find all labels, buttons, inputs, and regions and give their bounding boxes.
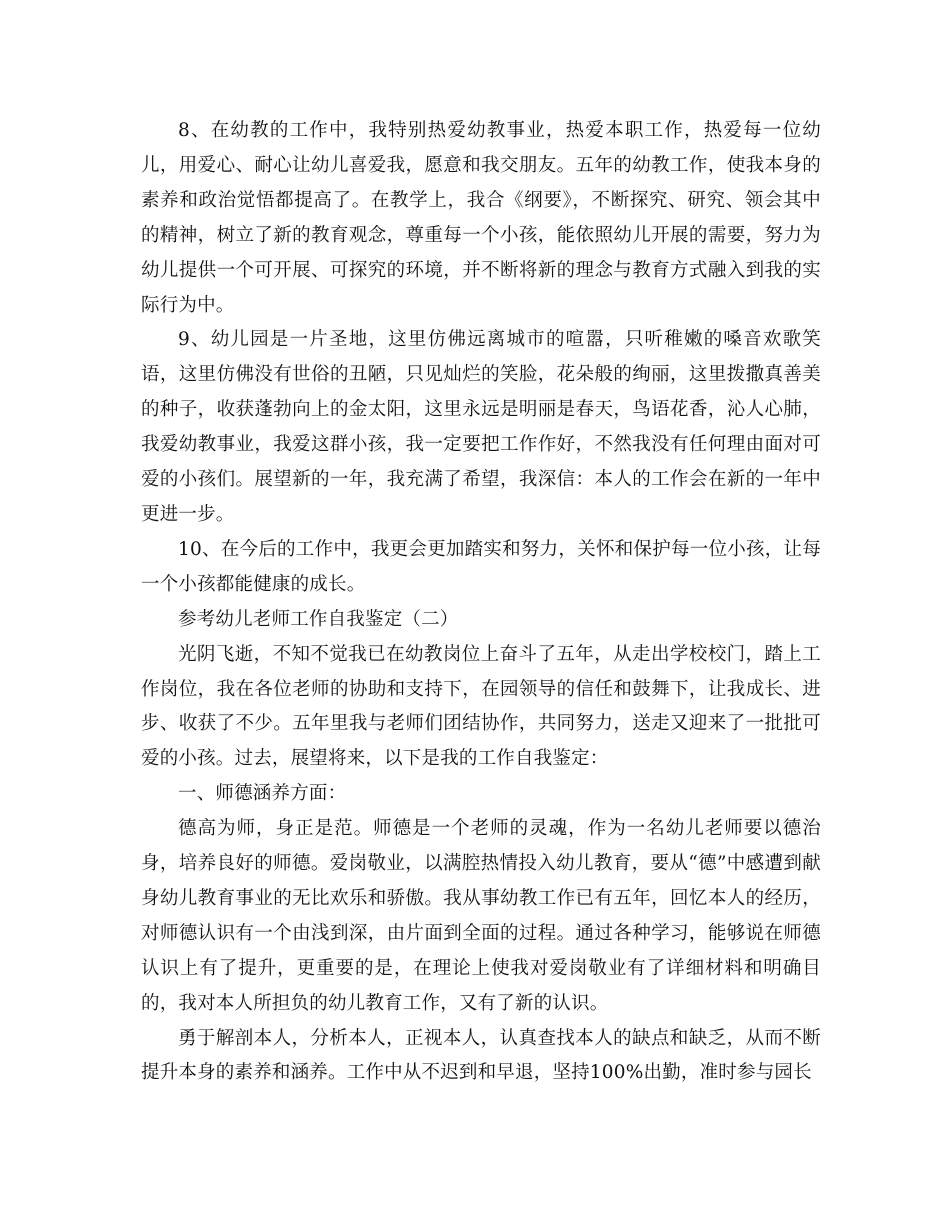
paragraph-item-8: 8、在幼教的工作中，我特别热爱幼教事业，热爱本职工作，热爱每一位幼儿，用爱心、耐心让幼儿喜爱我，愿意和我交朋友。五年的幼教工作，使我本身的素养和政治觉悟都提高了。在教学上，我合《纲要》，不断探究、研究、领会其中的精神，树立了新的教育观念，尊重每一个小孩，能依照幼儿开展的需要，努力为幼儿提供一个可开展、可探究的环境，并不断将新的理念与教育方式融入到我的实际行为中。 (141, 120, 821, 316)
section-title: 参考幼儿老师工作自我鉴定（二） (178, 608, 459, 630)
self-analysis-paragraph: 勇于解剖本人，分析本人，正视本人，认真查找本人的缺点和缺乏，从而不断提升本身的素养和涵养。工作中从不迟到和早退，坚持100%出勤，准时参与园长 (141, 1027, 821, 1084)
paragraph-item-10: 10、在今后的工作中，我更会更加踏实和努力，关怀和保护每一位小孩，让每一个小孩都能健康的成长。 (141, 538, 821, 595)
intro-paragraph: 光阴飞逝，不知不觉我已在幼教岗位上奋斗了五年，从走出学校校门，踏上工作岗位，我在各位老师的协助和支持下，在园领导的信任和鼓舞下，让我成长、进步、收获了不少。五年里我与老师们团结协作，共同努力，送走又迎来了一批批可爱的小孩。过去，展望将来，以下是我的工作自我鉴定： (141, 643, 821, 770)
ethics-paragraph: 德高为师，身正是范。师德是一个老师的灵魂，作为一名幼儿老师要以德治身，培养良好的师德。爱岗敬业，以满腔热情投入幼儿教育，要从“德”中感遭到献身幼儿教育事业的无比欢乐和骄傲。我从事幼教工作已有五年，回忆本人的经历，对师德认识有一个由浅到深，由片面到全面的过程。通过各种学习，能够说在师德认识上有了提升，更重要的是，在理论上使我对爱岗敬业有了详细材料和明确目的，我对本人所担负的幼儿教育工作，又有了新的认识。 (141, 818, 821, 1014)
paragraph-item-9: 9、幼儿园是一片圣地，这里仿佛远离城市的喧嚣，只听稚嫩的嗓音欢歌笑语，这里仿佛没有世俗的丑陋，只见灿烂的笑脸，花朵般的绚丽，这里拨撒真善美的种子，收获蓬勃向上的金太阳，这里永远是明丽是春天，鸟语花香，沁人心肺，我爱幼教事业，我爱这群小孩，我一定要把工作作好，不然我没有任何理由面对可爱的小孩们。展望新的一年，我充满了希望，我深信：本人的工作会在新的一年中更进一步。 (141, 329, 821, 525)
subsection-heading: 一、师德涵养方面： (178, 783, 347, 805)
document-body (141, 114, 821, 1091)
